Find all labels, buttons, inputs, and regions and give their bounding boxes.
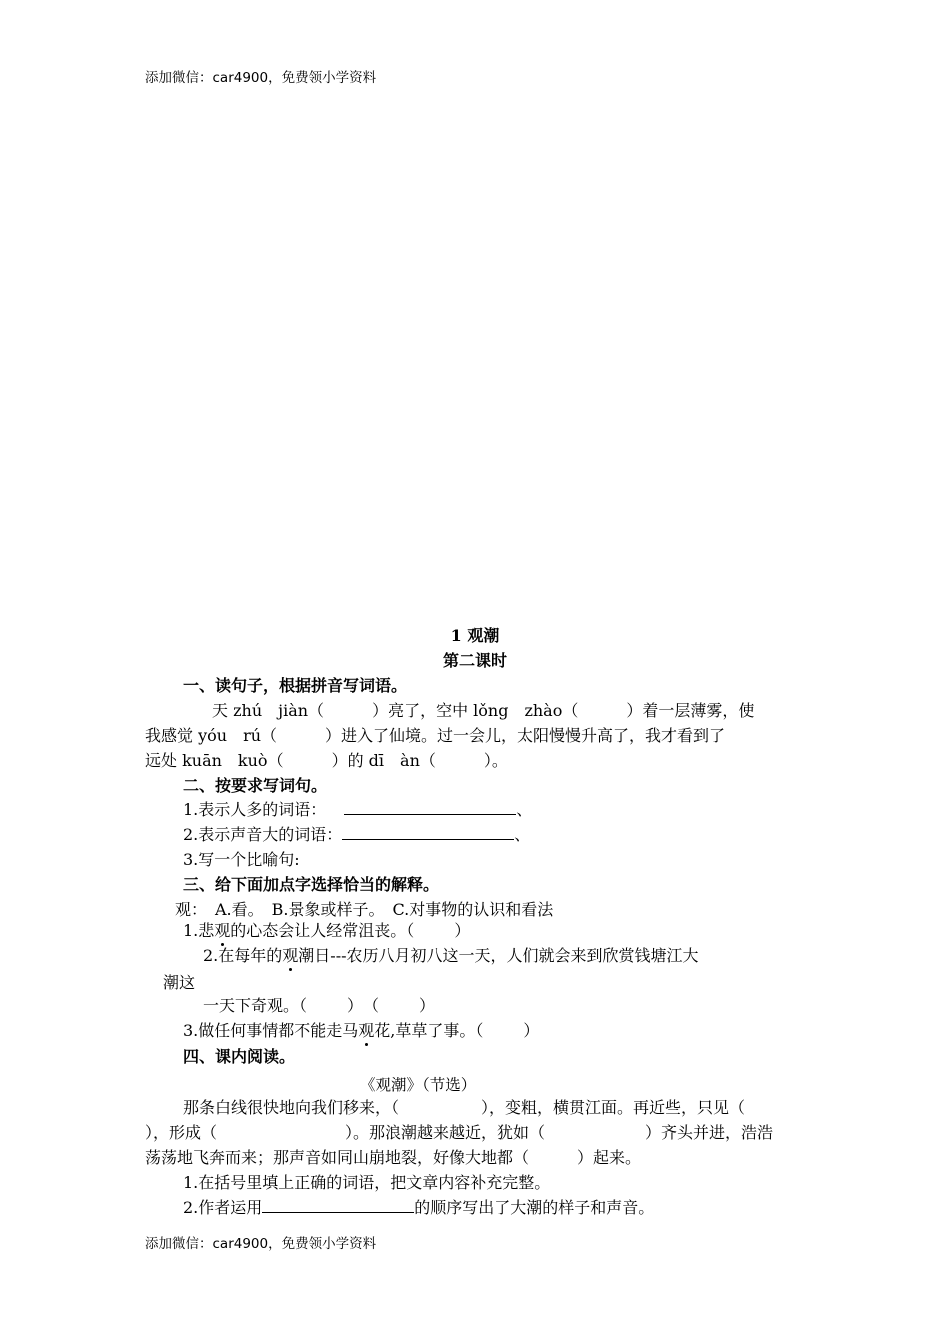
sec3-q1-pre: 1.悲 (183, 921, 215, 940)
sec3-q3-post: 花,草草了事。（ (374, 1021, 484, 1040)
sec3-q2-line-2 (203, 996, 435, 1016)
sec1-line-1 (212, 701, 754, 721)
sec4-q2-a: 2.作者运用 (183, 1198, 263, 1217)
lesson-subtitle: 第二课时 (442, 651, 507, 670)
sec2-sep-2: 、 (514, 825, 531, 844)
sec1-line-3 (145, 751, 508, 771)
sec3-q2 (203, 946, 699, 966)
section-1-heading: 一、读句子，根据拼音写词语。 (183, 676, 408, 695)
emphasis-dot-char: 观 (282, 946, 299, 965)
answer-line-loud-words[interactable] (342, 825, 514, 840)
sec3-q1 (183, 921, 470, 941)
passage-l2-a: ），形成（ (145, 1123, 218, 1142)
emphasis-dot-char: 观 (358, 1021, 375, 1040)
page-header: 添加微信：car4900，免费领小学资料 (145, 70, 377, 86)
sec3-q2-pre: 2.在每年的 (203, 946, 283, 965)
passage-l1-b: ），变粗，横贯江面。再近些，只见（ (481, 1098, 746, 1117)
passage-line-1 (183, 1098, 745, 1118)
passage-l2-c: ）齐头并进，浩浩 (645, 1123, 774, 1142)
sec2-q3: 3.写一个比喻句: (183, 850, 300, 869)
sec3-q3 (183, 1021, 539, 1041)
sec3-q3-pre: 3.做任何事情都不能走马 (183, 1021, 359, 1040)
passage-l2-b: ）。那浪潮越来越近，犹如（ (345, 1123, 546, 1142)
sec2-sep-1: 、 (516, 800, 533, 819)
passage-line-3 (145, 1148, 641, 1168)
sec1-l2-b: ）进入了仙境。过一会儿，太阳慢慢升高了，我才看到了 (325, 726, 726, 745)
sec3-q1-post: 的心态会让人经常沮丧。（ (230, 921, 415, 940)
sec4-q2-b: 的顺序写出了大潮的样子和声音。 (414, 1198, 655, 1217)
passage-l3-b: ）起来。 (577, 1148, 642, 1167)
sec1-l3-c: ）。 (483, 751, 508, 770)
passage-l1-a: 那条白线很快地向我们移来，（ (183, 1098, 400, 1117)
section-4-heading: 四、课内阅读。 (183, 1047, 296, 1066)
sec3-q1-end: ） (454, 921, 471, 940)
sec2-q1 (183, 800, 532, 820)
passage-title: 《观潮》（节选） (360, 1076, 477, 1094)
section-2-heading: 二、按要求写词句。 (183, 776, 328, 795)
sec2-q1-label: 1.表示人多的词语： (183, 800, 327, 819)
sec3-q2-post: 潮日---农历八月初八这一天，人们就会来到欣赏钱塘江大 (298, 946, 699, 965)
sec2-q2-label: 2.表示声音大的词语： (183, 825, 343, 844)
page-footer: 添加微信：car4900，免费领小学资料 (145, 1236, 377, 1252)
sec3-q2-l2-c: ） (419, 996, 436, 1015)
sec3-q2-l2-b: ） （ (347, 996, 380, 1015)
sec3-q2-l2-a: 一天下奇观。（ (203, 996, 308, 1015)
sec1-l2-a: 我感觉 yóu rú（ (145, 726, 278, 745)
passage-l3-a: 荡荡地飞奔而来；那声音如同山崩地裂，好像大地都（ (145, 1148, 530, 1167)
emphasis-dot-char: 观 (214, 921, 231, 940)
section-3-heading: 三、给下面加点字选择恰当的解释。 (183, 875, 440, 894)
sec3-options: 观： A.看。 B.景象或样子。 C.对事物的认识和看法 (175, 900, 554, 919)
sec1-l3-b: ）的 dī àn（ (331, 751, 436, 770)
sec3-q2-wrap: 潮这 (163, 973, 196, 992)
sec1-l1-b: ）亮了，空中 lǒng zhào（ (372, 701, 579, 720)
sec1-l3-a: 远处 kuān kuò（ (145, 751, 284, 770)
passage-line-2 (145, 1123, 773, 1143)
sec1-l1-c: ）着一层薄雾，使 (626, 701, 755, 720)
answer-line-crowd-words[interactable] (344, 800, 516, 815)
lesson-title: 1 观潮 (450, 626, 500, 645)
answer-line-order[interactable] (262, 1198, 414, 1213)
sec1-line-2 (145, 726, 725, 746)
sec4-q1: 1.在括号里填上正确的词语，把文章内容补充完整。 (183, 1173, 551, 1192)
sec2-q2 (183, 825, 530, 845)
sec3-q3-end: ） (523, 1021, 540, 1040)
sec1-l1-a: 天 zhú jiàn（ (212, 701, 325, 720)
sec4-q2 (183, 1198, 654, 1218)
